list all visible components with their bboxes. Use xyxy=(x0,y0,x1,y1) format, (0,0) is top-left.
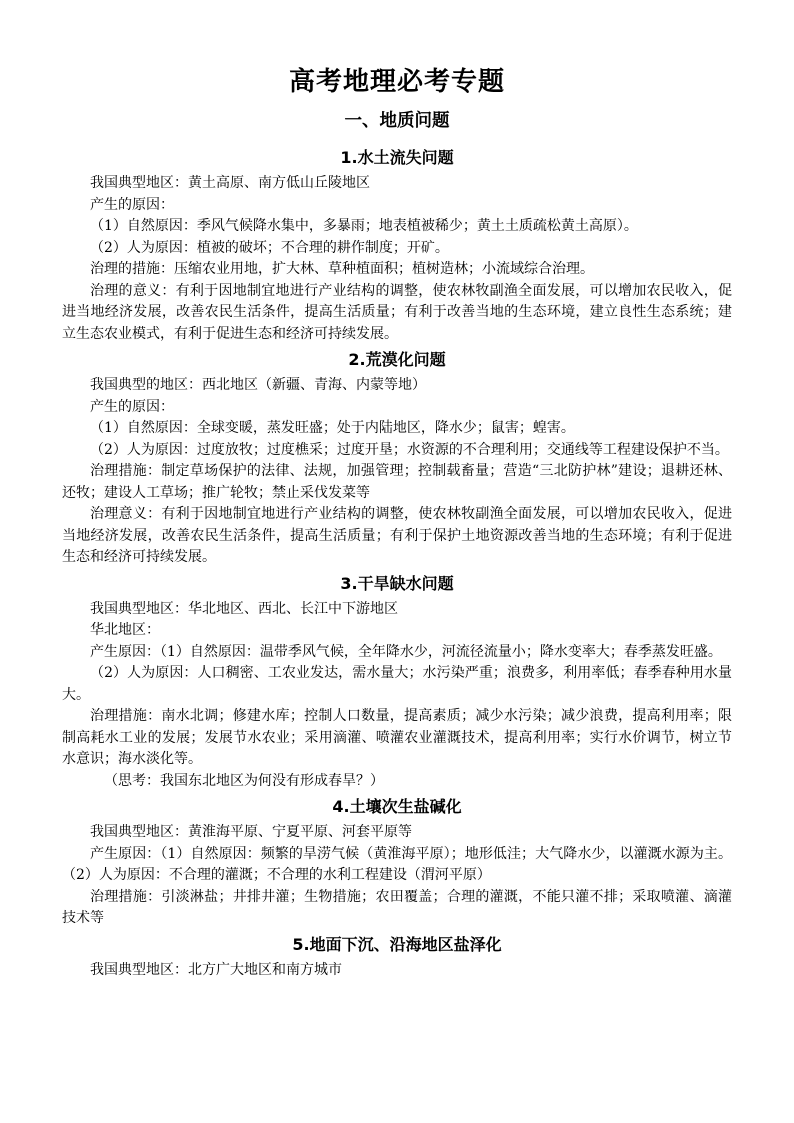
section-title: 一、地质问题 xyxy=(344,111,450,131)
paragraph: 产生的原因： xyxy=(90,196,174,213)
paragraph: 治理的意义：有利于因地制宜地进行产业结构的调整，使农林牧副渔全面发展，可以增加农民收入，促进当地经济发展，改善农民生活条件，提高生活质量；有利于改善当地的生态环境，建立良性生态系统；建立生态农业模式，有利于促进生态和经济可持续发展。 xyxy=(62,282,732,342)
paragraph: 我国典型的地区：西北地区（新疆、青海、内蒙等地） xyxy=(90,377,426,393)
topic-heading: 1.水土流失问题 xyxy=(340,148,454,167)
document-page xyxy=(62,64,732,981)
paragraph: 治理措施：引淡淋盐；井排井灌；生物措施；农田覆盖；合理的灌溉，不能只灌不排；采取喷灌、滴灌技术等 xyxy=(62,888,732,926)
topic-heading: 3.干旱缺水问题 xyxy=(340,573,454,593)
topic-heading: 5.地面下沉、沿海地区盐泽化 xyxy=(292,934,502,954)
paragraph: 我国典型地区：华北地区、西北、长江中下游地区 xyxy=(90,600,398,617)
topic-heading: 4.土壤次生盐碱化 xyxy=(332,797,462,816)
topic-drought xyxy=(62,572,732,793)
document-title: 高考地理必考专题 xyxy=(288,67,505,97)
topic-land-subsidence xyxy=(62,933,732,982)
paragraph: 治理措施：制定草场保护的法律、法规，加强管理；控制载畜量；营造“三北防护林”建设；退耕还林、还牧；建设人工草场；推广轮牧；禁止采伐发菜等 xyxy=(62,463,732,501)
paragraph: （2）人为原因：过度放牧；过度樵采；过度开垦；水资源的不合理利用；交通线等工程建设保护不当。 xyxy=(90,441,729,458)
paragraph: 产生原因：（1）自然原因：频繁的旱涝气候（黄淮海平原）；地形低洼；大气降水少，以灌溉水源为主。（2）人为原因：不合理的灌溉；不合理的水利工程建设（渭河平原） xyxy=(62,845,732,883)
paragraph: （1）自然原因：全球变暖，蒸发旺盛；处于内陆地区，降水少；鼠害；蝗害。 xyxy=(90,420,575,436)
paragraph: 治理的措施：压缩农业用地，扩大林、草种植面积；植树造林；小流域综合治理。 xyxy=(90,261,594,277)
topic-desertification xyxy=(62,348,732,569)
paragraph: 治理意义：有利于因地制宜地进行产业结构的调整，使农林牧副渔全面发展，可以增加农民收入，促进当地经济发展，改善农民生活条件，提高生活质量；有利于保护土地资源改善当地的生态环境；有利于促进生态和经济可持续发展。 xyxy=(62,506,732,565)
topic-soil-erosion xyxy=(62,146,732,345)
paragraph: （思考：我国东北地区为何没有形成春旱？） xyxy=(104,772,384,789)
topic-heading: 2.荒漠化问题 xyxy=(348,350,446,369)
paragraph: 我国典型地区：黄淮海平原、宁夏平原、河套平原等 xyxy=(90,824,412,840)
paragraph: 华北地区： xyxy=(90,622,160,638)
paragraph: 治理措施：南水北调；修建水库；控制人口数量，提高素质；减少水污染；减少浪费，提高利用率；限制高耗水工业的发展；发展节水农业；采用滴灌、喷灌农业灌溉技术，提高利用率；实行水价调节，树立节水意识；海水淡化等。 xyxy=(62,708,732,767)
paragraph: （2）人为原因：植被的破坏；不合理的耕作制度；开矿。 xyxy=(90,239,449,256)
paragraph: 产生的原因： xyxy=(90,398,174,415)
paragraph: 产生原因：（1）自然原因：温带季风气候，全年降水少，河流径流量小；降水变率大；春季蒸发旺盛。 xyxy=(90,643,722,660)
paragraph: 我国典型地区：北方广大地区和南方城市 xyxy=(90,961,342,978)
paragraph: （1）自然原因：季风气候降水集中，多暴雨；地表植被稀少；黄土土质疏松黄土高原）。 xyxy=(90,218,638,234)
topic-soil-salinization xyxy=(62,795,732,930)
paragraph: 我国典型地区：黄土高原、南方低山丘陵地区 xyxy=(90,175,370,191)
paragraph: （2）人为原因：人口稠密、工农业发达，需水量大；水污染严重；浪费多，利用率低；春季春种用水量大。 xyxy=(62,665,732,703)
